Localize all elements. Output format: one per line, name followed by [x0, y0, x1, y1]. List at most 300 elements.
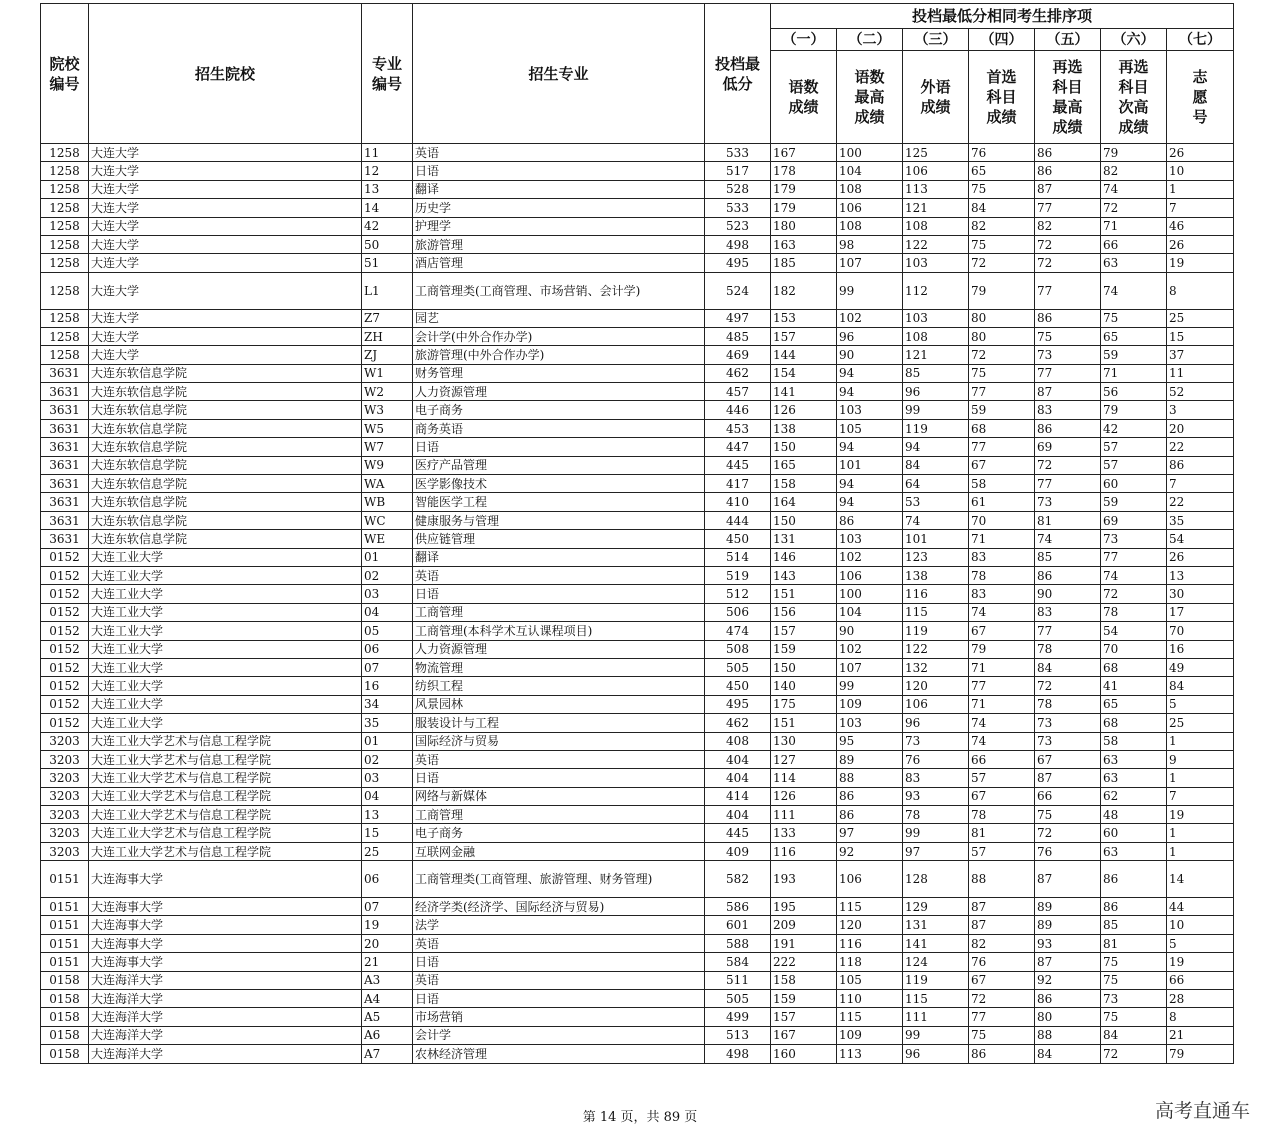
table-row [41, 714, 1234, 732]
tiebreak-cell-3: 103 [903, 254, 969, 272]
tiebreak-cell-4: 87 [969, 916, 1035, 934]
major-code-cell: A5 [362, 1008, 413, 1026]
header-tiebreak-4: 首选科目成绩 [969, 51, 1035, 144]
tiebreak-cell-3: 138 [903, 567, 969, 585]
tiebreak-cell-6: 57 [1101, 438, 1167, 456]
min-score-cell: 586 [705, 898, 771, 916]
tiebreak-cell-7: 7 [1167, 787, 1234, 805]
school-code-cell: 0158 [41, 990, 89, 1008]
tiebreak-cell-2: 89 [837, 750, 903, 768]
min-score-cell: 584 [705, 953, 771, 971]
school-code-cell: 3631 [41, 493, 89, 511]
school-name-cell: 大连工业大学艺术与信息工程学院 [89, 806, 362, 824]
tiebreak-cell-5: 85 [1035, 548, 1101, 566]
tiebreak-cell-4: 75 [969, 1026, 1035, 1044]
tiebreak-cell-3: 119 [903, 622, 969, 640]
major-code-cell: 02 [362, 567, 413, 585]
school-code-cell: 0152 [41, 585, 89, 603]
tiebreak-cell-7: 1 [1167, 180, 1234, 198]
tiebreak-cell-5: 86 [1035, 309, 1101, 327]
tiebreak-cell-6: 77 [1101, 548, 1167, 566]
tiebreak-cell-1: 153 [771, 309, 837, 327]
tiebreak-cell-7: 37 [1167, 346, 1234, 364]
tiebreak-cell-3: 96 [903, 1045, 969, 1064]
tiebreak-cell-4: 71 [969, 658, 1035, 676]
tiebreak-cell-3: 106 [903, 162, 969, 180]
tiebreak-cell-2: 98 [837, 235, 903, 253]
header-major: 招生专业 [413, 4, 705, 144]
tiebreak-cell-1: 141 [771, 383, 837, 401]
tiebreak-cell-5: 69 [1035, 438, 1101, 456]
tiebreak-cell-3: 111 [903, 1008, 969, 1026]
tiebreak-cell-7: 8 [1167, 1008, 1234, 1026]
major-name-cell: 电子商务 [413, 824, 705, 842]
tiebreak-cell-4: 72 [969, 346, 1035, 364]
tiebreak-cell-6: 69 [1101, 511, 1167, 529]
tiebreak-cell-2: 106 [837, 199, 903, 217]
tiebreak-cell-1: 179 [771, 180, 837, 198]
tiebreak-cell-5: 87 [1035, 953, 1101, 971]
school-name-cell: 大连工业大学艺术与信息工程学院 [89, 750, 362, 768]
tiebreak-cell-6: 73 [1101, 530, 1167, 548]
table-row [41, 1026, 1234, 1044]
tiebreak-cell-7: 20 [1167, 419, 1234, 437]
tiebreak-cell-7: 66 [1167, 971, 1234, 989]
major-name-cell: 旅游管理 [413, 235, 705, 253]
table-row [41, 990, 1234, 1008]
major-name-cell: 电子商务 [413, 401, 705, 419]
tiebreak-cell-2: 94 [837, 475, 903, 493]
tiebreak-cell-5: 73 [1035, 732, 1101, 750]
tiebreak-cell-4: 83 [969, 585, 1035, 603]
school-code-cell: 3203 [41, 842, 89, 860]
tiebreak-cell-7: 22 [1167, 438, 1234, 456]
major-code-cell: A4 [362, 990, 413, 1008]
tiebreak-cell-3: 113 [903, 180, 969, 198]
major-name-cell: 护理学 [413, 217, 705, 235]
major-name-cell: 国际经济与贸易 [413, 732, 705, 750]
school-code-cell: 3631 [41, 401, 89, 419]
tiebreak-cell-7: 26 [1167, 235, 1234, 253]
table-row [41, 585, 1234, 603]
tiebreak-cell-6: 86 [1101, 898, 1167, 916]
tiebreak-cell-4: 71 [969, 695, 1035, 713]
tiebreak-cell-4: 77 [969, 438, 1035, 456]
tiebreak-cell-3: 73 [903, 732, 969, 750]
tiebreak-cell-4: 82 [969, 934, 1035, 952]
tiebreak-cell-2: 105 [837, 971, 903, 989]
min-score-cell: 524 [705, 272, 771, 309]
school-name-cell: 大连工业大学 [89, 640, 362, 658]
school-name-cell: 大连海洋大学 [89, 1008, 362, 1026]
tiebreak-cell-5: 93 [1035, 934, 1101, 952]
tiebreak-cell-2: 107 [837, 254, 903, 272]
tiebreak-cell-7: 54 [1167, 530, 1234, 548]
tiebreak-cell-1: 158 [771, 971, 837, 989]
tiebreak-cell-3: 125 [903, 144, 969, 162]
major-code-cell: 07 [362, 658, 413, 676]
tiebreak-cell-3: 116 [903, 585, 969, 603]
major-name-cell: 市场营销 [413, 1008, 705, 1026]
tiebreak-cell-4: 81 [969, 824, 1035, 842]
tiebreak-cell-3: 141 [903, 934, 969, 952]
min-score-cell: 447 [705, 438, 771, 456]
tiebreak-cell-2: 101 [837, 456, 903, 474]
major-code-cell: 51 [362, 254, 413, 272]
tiebreak-cell-5: 66 [1035, 787, 1101, 805]
tiebreak-cell-2: 86 [837, 511, 903, 529]
min-score-cell: 514 [705, 548, 771, 566]
school-code-cell: 0152 [41, 622, 89, 640]
major-code-cell: W2 [362, 383, 413, 401]
tiebreak-cell-5: 89 [1035, 898, 1101, 916]
tiebreak-cell-3: 121 [903, 199, 969, 217]
school-name-cell: 大连大学 [89, 144, 362, 162]
major-code-cell: W9 [362, 456, 413, 474]
major-code-cell: WB [362, 493, 413, 511]
tiebreak-cell-1: 151 [771, 714, 837, 732]
tiebreak-cell-4: 87 [969, 898, 1035, 916]
tiebreak-cell-5: 86 [1035, 144, 1101, 162]
major-name-cell: 经济学类(经济学、国际经济与贸易) [413, 898, 705, 916]
tiebreak-cell-4: 86 [969, 1045, 1035, 1064]
table-row [41, 346, 1234, 364]
tiebreak-cell-7: 11 [1167, 364, 1234, 382]
min-score-cell: 462 [705, 364, 771, 382]
school-code-cell: 3203 [41, 824, 89, 842]
tiebreak-cell-7: 35 [1167, 511, 1234, 529]
tiebreak-cell-7: 7 [1167, 475, 1234, 493]
table-row [41, 401, 1234, 419]
tiebreak-cell-2: 86 [837, 806, 903, 824]
tiebreak-cell-3: 129 [903, 898, 969, 916]
major-name-cell: 健康服务与管理 [413, 511, 705, 529]
tiebreak-cell-6: 71 [1101, 217, 1167, 235]
major-code-cell: 13 [362, 180, 413, 198]
tiebreak-cell-4: 77 [969, 1008, 1035, 1026]
major-name-cell: 工商管理(本科学术互认课程项目) [413, 622, 705, 640]
tiebreak-cell-6: 72 [1101, 199, 1167, 217]
header-order-3: （三） [903, 29, 969, 51]
header-tiebreak-5: 再选科目最高成绩 [1035, 51, 1101, 144]
school-code-cell: 0152 [41, 548, 89, 566]
tiebreak-cell-3: 99 [903, 824, 969, 842]
min-score-cell: 404 [705, 806, 771, 824]
tiebreak-cell-3: 96 [903, 714, 969, 732]
tiebreak-cell-6: 72 [1101, 1045, 1167, 1064]
table-row [41, 180, 1234, 198]
header-min-score: 投档最低分 [705, 4, 771, 144]
school-code-cell: 1258 [41, 309, 89, 327]
tiebreak-cell-7: 22 [1167, 493, 1234, 511]
tiebreak-cell-5: 88 [1035, 1026, 1101, 1044]
school-code-cell: 1258 [41, 327, 89, 345]
school-code-cell: 0158 [41, 1045, 89, 1064]
tiebreak-cell-3: 93 [903, 787, 969, 805]
tiebreak-cell-2: 100 [837, 144, 903, 162]
school-name-cell: 大连海洋大学 [89, 1045, 362, 1064]
tiebreak-cell-3: 121 [903, 346, 969, 364]
tiebreak-cell-3: 115 [903, 603, 969, 621]
tiebreak-cell-4: 67 [969, 622, 1035, 640]
table-row [41, 217, 1234, 235]
school-name-cell: 大连海事大学 [89, 898, 362, 916]
tiebreak-cell-7: 25 [1167, 714, 1234, 732]
table-row [41, 235, 1234, 253]
tiebreak-cell-1: 127 [771, 750, 837, 768]
major-name-cell: 历史学 [413, 199, 705, 217]
tiebreak-cell-6: 78 [1101, 603, 1167, 621]
tiebreak-cell-5: 92 [1035, 971, 1101, 989]
tiebreak-cell-6: 73 [1101, 990, 1167, 1008]
school-code-cell: 1258 [41, 272, 89, 309]
tiebreak-cell-1: 164 [771, 493, 837, 511]
school-name-cell: 大连工业大学艺术与信息工程学院 [89, 769, 362, 787]
header-major-code: 专业编号 [362, 4, 413, 144]
major-name-cell: 英语 [413, 971, 705, 989]
school-code-cell: 0151 [41, 898, 89, 916]
tiebreak-cell-7: 10 [1167, 916, 1234, 934]
major-code-cell: 34 [362, 695, 413, 713]
tiebreak-cell-2: 99 [837, 677, 903, 695]
major-name-cell: 会计学 [413, 1026, 705, 1044]
header-school: 招生院校 [89, 4, 362, 144]
tiebreak-cell-2: 104 [837, 603, 903, 621]
table-row [41, 383, 1234, 401]
tiebreak-cell-7: 8 [1167, 272, 1234, 309]
major-code-cell: 12 [362, 162, 413, 180]
table-row [41, 677, 1234, 695]
major-name-cell: 工商管理 [413, 806, 705, 824]
school-code-cell: 0152 [41, 603, 89, 621]
header-tiebreak-group: 投档最低分相同考生排序项 [771, 4, 1234, 29]
min-score-cell: 453 [705, 419, 771, 437]
major-name-cell: 日语 [413, 953, 705, 971]
major-name-cell: 工商管理类(工商管理、旅游管理、财务管理) [413, 861, 705, 898]
major-code-cell: WE [362, 530, 413, 548]
tiebreak-cell-1: 157 [771, 327, 837, 345]
min-score-cell: 414 [705, 787, 771, 805]
tiebreak-cell-6: 68 [1101, 714, 1167, 732]
tiebreak-cell-1: 157 [771, 622, 837, 640]
tiebreak-cell-1: 140 [771, 677, 837, 695]
major-code-cell: A3 [362, 971, 413, 989]
min-score-cell: 417 [705, 475, 771, 493]
tiebreak-cell-3: 74 [903, 511, 969, 529]
major-name-cell: 旅游管理(中外合作办学) [413, 346, 705, 364]
tiebreak-cell-5: 80 [1035, 1008, 1101, 1026]
major-code-cell: 04 [362, 603, 413, 621]
min-score-cell: 519 [705, 567, 771, 585]
tiebreak-cell-5: 84 [1035, 1045, 1101, 1064]
tiebreak-cell-1: 158 [771, 475, 837, 493]
school-name-cell: 大连海事大学 [89, 934, 362, 952]
table-row [41, 695, 1234, 713]
table-row [41, 898, 1234, 916]
header-school-code: 院校编号 [41, 4, 89, 144]
tiebreak-cell-5: 87 [1035, 180, 1101, 198]
tiebreak-cell-6: 65 [1101, 327, 1167, 345]
min-score-cell: 497 [705, 309, 771, 327]
major-code-cell: 19 [362, 916, 413, 934]
tiebreak-cell-3: 132 [903, 658, 969, 676]
tiebreak-cell-4: 74 [969, 603, 1035, 621]
tiebreak-cell-3: 119 [903, 419, 969, 437]
school-name-cell: 大连工业大学艺术与信息工程学院 [89, 824, 362, 842]
school-code-cell: 0158 [41, 1008, 89, 1026]
tiebreak-cell-4: 75 [969, 364, 1035, 382]
tiebreak-cell-1: 160 [771, 1045, 837, 1064]
major-code-cell: W7 [362, 438, 413, 456]
tiebreak-cell-5: 84 [1035, 658, 1101, 676]
tiebreak-cell-5: 89 [1035, 916, 1101, 934]
tiebreak-cell-1: 157 [771, 1008, 837, 1026]
tiebreak-cell-1: 209 [771, 916, 837, 934]
major-code-cell: ZJ [362, 346, 413, 364]
tiebreak-cell-7: 13 [1167, 567, 1234, 585]
tiebreak-cell-1: 193 [771, 861, 837, 898]
tiebreak-cell-7: 16 [1167, 640, 1234, 658]
school-name-cell: 大连工业大学 [89, 567, 362, 585]
min-score-cell: 533 [705, 199, 771, 217]
tiebreak-cell-2: 110 [837, 990, 903, 1008]
tiebreak-cell-5: 86 [1035, 162, 1101, 180]
tiebreak-cell-2: 86 [837, 787, 903, 805]
major-name-cell: 翻译 [413, 180, 705, 198]
table-row [41, 272, 1234, 309]
table-body [41, 144, 1234, 1064]
tiebreak-cell-3: 122 [903, 235, 969, 253]
min-score-cell: 505 [705, 990, 771, 1008]
tiebreak-cell-5: 77 [1035, 199, 1101, 217]
table-row [41, 971, 1234, 989]
tiebreak-cell-7: 86 [1167, 456, 1234, 474]
tiebreak-cell-6: 82 [1101, 162, 1167, 180]
tiebreak-cell-6: 68 [1101, 658, 1167, 676]
tiebreak-cell-6: 54 [1101, 622, 1167, 640]
school-name-cell: 大连工业大学 [89, 622, 362, 640]
min-score-cell: 408 [705, 732, 771, 750]
tiebreak-cell-7: 14 [1167, 861, 1234, 898]
major-code-cell: A6 [362, 1026, 413, 1044]
tiebreak-cell-6: 74 [1101, 180, 1167, 198]
tiebreak-cell-6: 63 [1101, 769, 1167, 787]
tiebreak-cell-7: 3 [1167, 401, 1234, 419]
tiebreak-cell-1: 159 [771, 640, 837, 658]
tiebreak-cell-2: 120 [837, 916, 903, 934]
tiebreak-cell-6: 60 [1101, 475, 1167, 493]
header-order-4: （四） [969, 29, 1035, 51]
min-score-cell: 474 [705, 622, 771, 640]
table-header [41, 4, 1234, 144]
table-row [41, 162, 1234, 180]
tiebreak-cell-2: 103 [837, 530, 903, 548]
school-name-cell: 大连大学 [89, 272, 362, 309]
major-code-cell: 07 [362, 898, 413, 916]
tiebreak-cell-2: 103 [837, 401, 903, 419]
tiebreak-cell-7: 52 [1167, 383, 1234, 401]
major-name-cell: 医学影像技术 [413, 475, 705, 493]
table-row [41, 1008, 1234, 1026]
tiebreak-cell-5: 73 [1035, 346, 1101, 364]
watermark-text: 高考直通车 [1154, 1100, 1250, 1122]
tiebreak-cell-4: 68 [969, 419, 1035, 437]
school-code-cell: 0158 [41, 1026, 89, 1044]
min-score-cell: 528 [705, 180, 771, 198]
tiebreak-cell-6: 74 [1101, 567, 1167, 585]
major-name-cell: 纺织工程 [413, 677, 705, 695]
tiebreak-cell-7: 15 [1167, 327, 1234, 345]
school-code-cell: 0152 [41, 714, 89, 732]
major-code-cell: 21 [362, 953, 413, 971]
school-name-cell: 大连工业大学艺术与信息工程学院 [89, 842, 362, 860]
table-row [41, 732, 1234, 750]
table-row [41, 419, 1234, 437]
school-name-cell: 大连海洋大学 [89, 1026, 362, 1044]
tiebreak-cell-7: 7 [1167, 199, 1234, 217]
tiebreak-cell-2: 88 [837, 769, 903, 787]
major-name-cell: 智能医学工程 [413, 493, 705, 511]
tiebreak-cell-7: 1 [1167, 732, 1234, 750]
min-score-cell: 404 [705, 769, 771, 787]
tiebreak-cell-3: 108 [903, 327, 969, 345]
tiebreak-cell-3: 124 [903, 953, 969, 971]
tiebreak-cell-4: 70 [969, 511, 1035, 529]
tiebreak-cell-1: 111 [771, 806, 837, 824]
table-row [41, 254, 1234, 272]
min-score-cell: 517 [705, 162, 771, 180]
tiebreak-cell-7: 44 [1167, 898, 1234, 916]
min-score-cell: 450 [705, 530, 771, 548]
tiebreak-cell-3: 106 [903, 695, 969, 713]
major-name-cell: 英语 [413, 144, 705, 162]
tiebreak-cell-2: 115 [837, 1008, 903, 1026]
school-code-cell: 3631 [41, 383, 89, 401]
school-name-cell: 大连大学 [89, 254, 362, 272]
tiebreak-cell-7: 25 [1167, 309, 1234, 327]
tiebreak-cell-1: 180 [771, 217, 837, 235]
school-name-cell: 大连东软信息学院 [89, 493, 362, 511]
tiebreak-cell-4: 67 [969, 787, 1035, 805]
table-row [41, 622, 1234, 640]
min-score-cell: 445 [705, 824, 771, 842]
school-name-cell: 大连工业大学艺术与信息工程学院 [89, 787, 362, 805]
tiebreak-cell-5: 78 [1035, 640, 1101, 658]
major-code-cell: 20 [362, 934, 413, 952]
tiebreak-cell-7: 5 [1167, 695, 1234, 713]
table-row [41, 364, 1234, 382]
tiebreak-cell-5: 83 [1035, 401, 1101, 419]
major-code-cell: L1 [362, 272, 413, 309]
school-code-cell: 3631 [41, 364, 89, 382]
major-name-cell: 日语 [413, 769, 705, 787]
tiebreak-cell-2: 102 [837, 309, 903, 327]
major-name-cell: 工商管理类(工商管理、市场营销、会计学) [413, 272, 705, 309]
table-row [41, 658, 1234, 676]
tiebreak-cell-3: 120 [903, 677, 969, 695]
tiebreak-cell-6: 75 [1101, 971, 1167, 989]
min-score-cell: 512 [705, 585, 771, 603]
school-name-cell: 大连大学 [89, 327, 362, 345]
table-row [41, 456, 1234, 474]
tiebreak-cell-4: 71 [969, 530, 1035, 548]
school-code-cell: 0152 [41, 677, 89, 695]
major-name-cell: 酒店管理 [413, 254, 705, 272]
tiebreak-cell-5: 87 [1035, 383, 1101, 401]
school-name-cell: 大连大学 [89, 235, 362, 253]
tiebreak-cell-1: 185 [771, 254, 837, 272]
table-row [41, 530, 1234, 548]
